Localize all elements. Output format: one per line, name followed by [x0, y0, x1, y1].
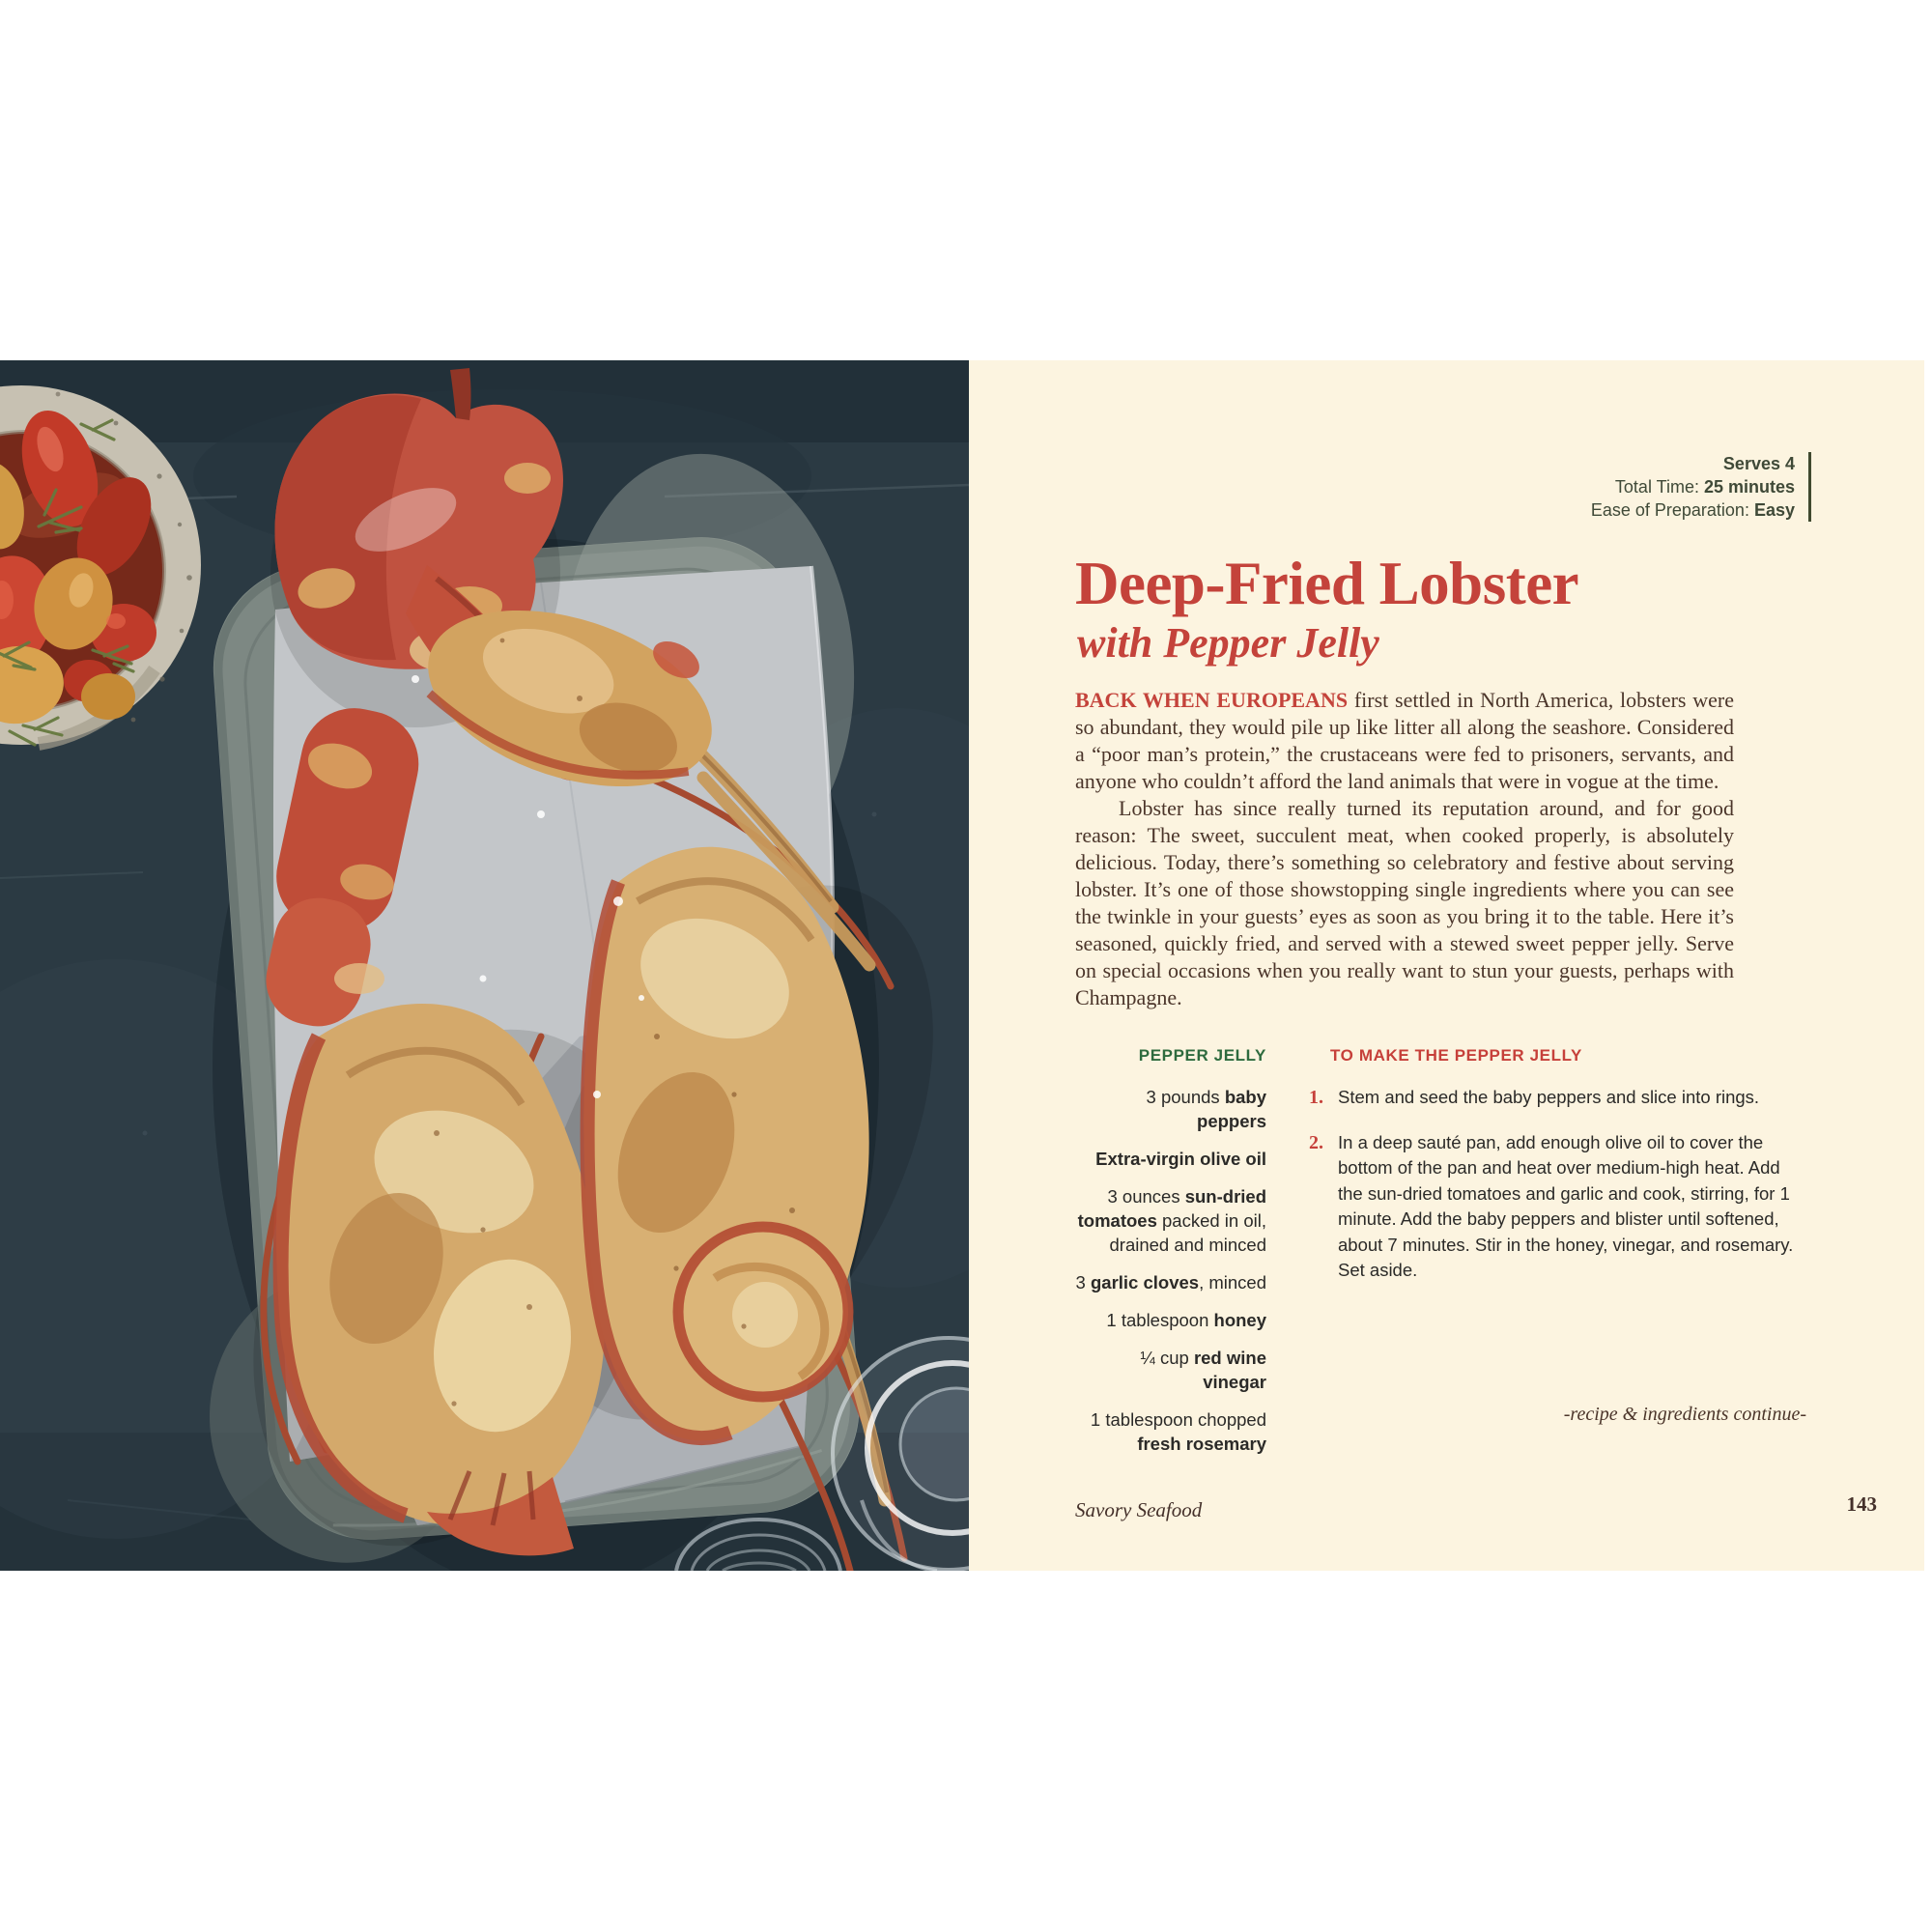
continuation-note: -recipe & ingredients continue- — [1563, 1404, 1806, 1425]
step-text: In a deep sauté pan, add enough olive oil to cover the bottom of the pan and heat over medium-high heat. Add the sun-dried tomatoes and garlic and cook, stirring, for 1 minute. Add the baby peppers and blister until softened, about 7 minutes. Stir in the honey, vinegar, and rosemary. Set aside. — [1338, 1131, 1794, 1280]
cookbook-spread — [0, 360, 1924, 1571]
intro-paragraph-2: Lobster has since really turned its reputation around, and for good reason: The sweet, succulent meat, when cooked properly, is absolutely delicious. Today, there’s something so celebratory and festive about serving lobster. It’s one of those showstopping single ingredients where you can see the twinkle in your guests’ eyes as soon as you bring it to the table. Here it’s seasoned, quickly fried, and served with a stewed sweet pepper jelly. Serve on special occasions when you really want to stun your guests, perhaps with Champagne. — [1075, 796, 1734, 1009]
intro-lead-in: BACK WHEN EUROPEANS — [1075, 688, 1349, 712]
recipe-meta — [1591, 452, 1811, 522]
ingredient-item: 3 pounds baby peppers — [1146, 1087, 1266, 1131]
ease-line — [1591, 498, 1795, 522]
intro-text — [1075, 687, 1734, 1011]
ingredient-item: 1 tablespoon chopped fresh rosemary — [1090, 1409, 1266, 1454]
ingredients-heading: PEPPER JELLY — [1138, 1046, 1266, 1065]
ease-value: Easy — [1753, 500, 1795, 520]
ingredient-list — [1073, 1085, 1266, 1456]
step-number: 1. — [1309, 1087, 1323, 1108]
ingredient-item: ¼ cup red wine vinegar — [1140, 1348, 1266, 1392]
total-time-label: Total Time: — [1614, 477, 1704, 497]
ingredient-item: 1 tablespoon honey — [1106, 1310, 1266, 1330]
step-number: 2. — [1309, 1131, 1323, 1153]
ingredient-item: 3 garlic cloves, minced — [1075, 1272, 1266, 1293]
intro-paragraph-1 — [1075, 687, 1734, 795]
page-number: 143 — [1846, 1492, 1877, 1516]
ingredient-item: Extra-virgin olive oil — [1095, 1149, 1266, 1169]
chapter-footer: Savory Seafood — [1075, 1498, 1203, 1521]
ingredient-list-column — [1073, 1046, 1266, 1469]
total-time-value: 25 minutes — [1703, 477, 1795, 497]
lobster-photo-illustration — [0, 360, 969, 1571]
recipe-subtitle: with Pepper Jelly — [1077, 619, 1379, 667]
recipe-page — [969, 360, 1924, 1571]
total-time-line — [1591, 475, 1795, 498]
instructions-column — [1309, 1046, 1805, 1303]
lobster-photo — [0, 360, 969, 1571]
recipe-title: Deep-Fried Lobster — [1075, 550, 1579, 617]
recipe-step — [1309, 1130, 1805, 1284]
ingredient-item: 3 ounces sun-dried tomatoes packed in oil, drained and minced — [1077, 1186, 1266, 1255]
recipe-step — [1309, 1085, 1805, 1111]
instructions-heading: TO MAKE THE PEPPER JELLY — [1330, 1046, 1582, 1065]
serves-value: Serves 4 — [1722, 454, 1795, 473]
serves-line — [1591, 452, 1795, 475]
ease-label: Ease of Preparation: — [1590, 500, 1754, 520]
step-text: Stem and seed the baby peppers and slice into rings. — [1338, 1087, 1760, 1107]
intro-paragraph-1-rest: first settled in North America, lobsters were so abundant, they would pile up like litter all along the seashore. Considered a “poor man’s protein,” the crustaceans were fed to prisoners, servants, and anyone who couldn’t afford the land animals that were in vogue at the time. — [1075, 688, 1734, 793]
step-list — [1309, 1085, 1805, 1284]
